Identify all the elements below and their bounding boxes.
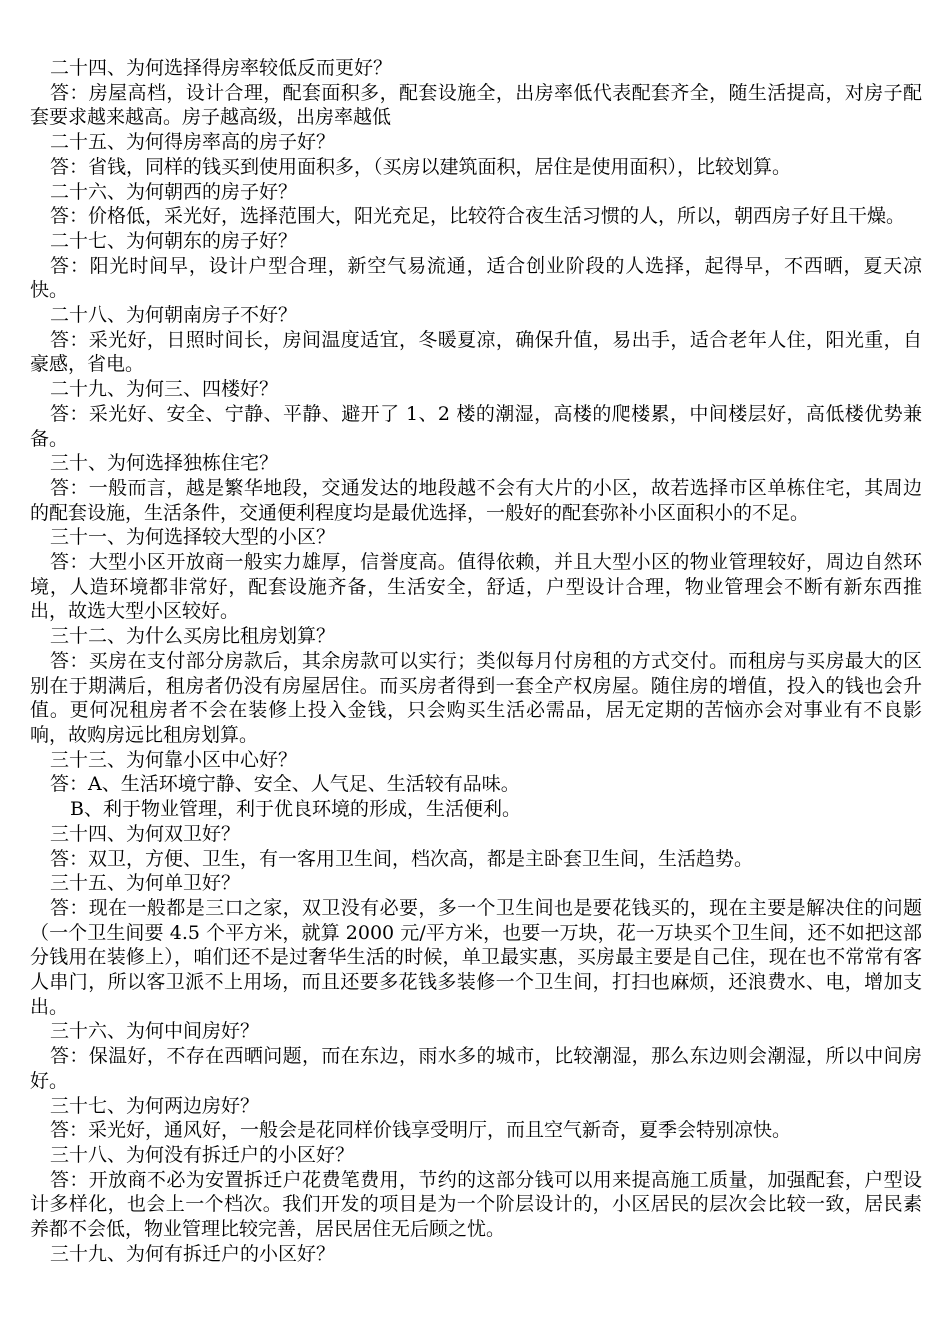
answer-paragraph: 答：一般而言，越是繁华地段，交通发达的地段越不会有大片的小区，故若选择市区单栋住宅，其周边的配套设施，生活条件，交通便利程度均是最优选择，一般好的配套弥补小区面积小的不足。 [30, 476, 922, 524]
answer-paragraph: 答：阳光时间早，设计户型合理，新空气易流通，适合创业阶段的人选择，起得早，不西晒，夏天凉快。 [30, 254, 922, 302]
answer-paragraph: 答：采光好，日照时间长，房间温度适宜，冬暖夏凉，确保升值，易出手，适合老年人住，阳光重，自豪感，省电。 [30, 328, 922, 376]
question-heading: 二十八、为何朝南房子不好？ [50, 304, 298, 327]
answer-paragraph: 答：双卫，方便、卫生，有一客用卫生间，档次高，都是主卧套卫生间，生活趋势。 [50, 847, 754, 870]
question-heading: 三十二、为什么买房比租房划算？ [50, 625, 336, 648]
answer-paragraph: 答：A、生活环境宁静、安全、人气足、生活较有品味。 [50, 773, 520, 796]
answer-paragraph: 答：采光好，通风好，一般会是花同样价钱享受明厅，而且空气新奇，夏季会特别凉快。 [50, 1119, 792, 1142]
answer-paragraph: 答：现在一般都是三口之家，双卫没有必要，多一个卫生间也是要花钱买的，现在主要是解决住的问题（一个卫生间要 4.5 个平方米，就算 2000 元/平方米，也要一万块，花一万块买个卫生间，还不如把这部分钱用在装修上），咱们还不是过奢华生活的时候，单卫最实惠，买房最主要是自己住，现在也不常常有客人串门，所以客卫派不上用场，而且还要多花钱多装修一个卫生间，打扫也麻烦，还浪费水、电，增加支出。 [30, 896, 922, 1018]
question-heading: 二十四、为何选择得房率较低反而更好？ [50, 57, 393, 79]
question-heading: 三十九、为何有拆迁户的小区好？ [50, 1242, 336, 1265]
answer-paragraph: 答：房屋高档，设计合理，配套面积多，配套设施全，出房率低代表配套齐全，随生活提高，对房子配套要求越来越高。房子越高级，出房率越低 [30, 81, 922, 129]
question-heading: 三十四、为何双卫好？ [50, 822, 241, 845]
question-heading: 二十五、为何得房率高的房子好？ [50, 131, 336, 154]
question-heading: 三十六、为何中间房好？ [50, 1020, 260, 1043]
answer-paragraph: 答：采光好、安全、宁静、平静、避开了 1、2 楼的潮湿，高楼的爬楼累，中间楼层好，高低楼优势兼备。 [30, 402, 922, 450]
document-body [30, 56, 922, 1266]
answer-paragraph: 答：价格低，采光好，选择范围大，阳光充足，比较符合夜生活习惯的人，所以，朝西房子好且干燥。 [50, 205, 906, 228]
answer-paragraph: 答：买房在支付部分房款后，其余房款可以实行；类似每月付房租的方式交付。而租房与买房最大的区别在于期满后，租房者仍没有房屋居住。而买房者得到一套全产权房屋。随住房的增值，投入的钱也会升值。更何况租房者不会在装修上投入金钱，只会购买生活必需品，居无定期的苦恼亦会对事业有不良影响，故购房远比租房划算。 [30, 649, 922, 746]
answer-subpoint: B、利于物业管理，利于优良环境的形成，生活便利。 [70, 798, 521, 821]
question-heading: 三十一、为何选择较大型的小区？ [50, 526, 336, 549]
question-heading: 三十三、为何靠小区中心好？ [50, 748, 298, 771]
question-heading: 三十八、为何没有拆迁户的小区好？ [50, 1143, 355, 1166]
answer-paragraph: 答：开放商不必为安置拆迁户花费笔费用，节约的这部分钱可以用来提高施工质量，加强配套，户型设计多样化，也会上一个档次。我们开发的项目是为一个阶层设计的，小区居民的层次会比较一致，居民素养都不会低，物业管理比较完善，居民居住无后顾之忧。 [30, 1168, 922, 1241]
question-heading: 三十五、为何单卫好？ [50, 872, 241, 895]
question-heading: 三十七、为何两边房好？ [50, 1094, 260, 1117]
question-heading: 二十六、为何朝西的房子好？ [50, 180, 298, 203]
question-heading: 三十、为何选择独栋住宅？ [50, 452, 279, 475]
answer-paragraph: 答：省钱，同样的钱买到使用面积多，（买房以建筑面积，居住是使用面积），比较划算。 [50, 155, 792, 178]
answer-paragraph: 答：大型小区开放商一般实力雄厚，信誉度高。值得依赖，并且大型小区的物业管理较好，周边自然环境，人造环境都非常好，配套设施齐备，生活安全，舒适，户型设计合理，物业管理会不断有新东西推出，故选大型小区较好。 [30, 551, 922, 623]
question-heading: 二十九、为何三、四楼好？ [50, 378, 279, 401]
answer-paragraph: 答：保温好，不存在西晒问题，而在东边，雨水多的城市，比较潮湿，那么东边则会潮湿，所以中间房好。 [30, 1045, 922, 1092]
question-heading: 二十七、为何朝东的房子好？ [50, 229, 298, 252]
